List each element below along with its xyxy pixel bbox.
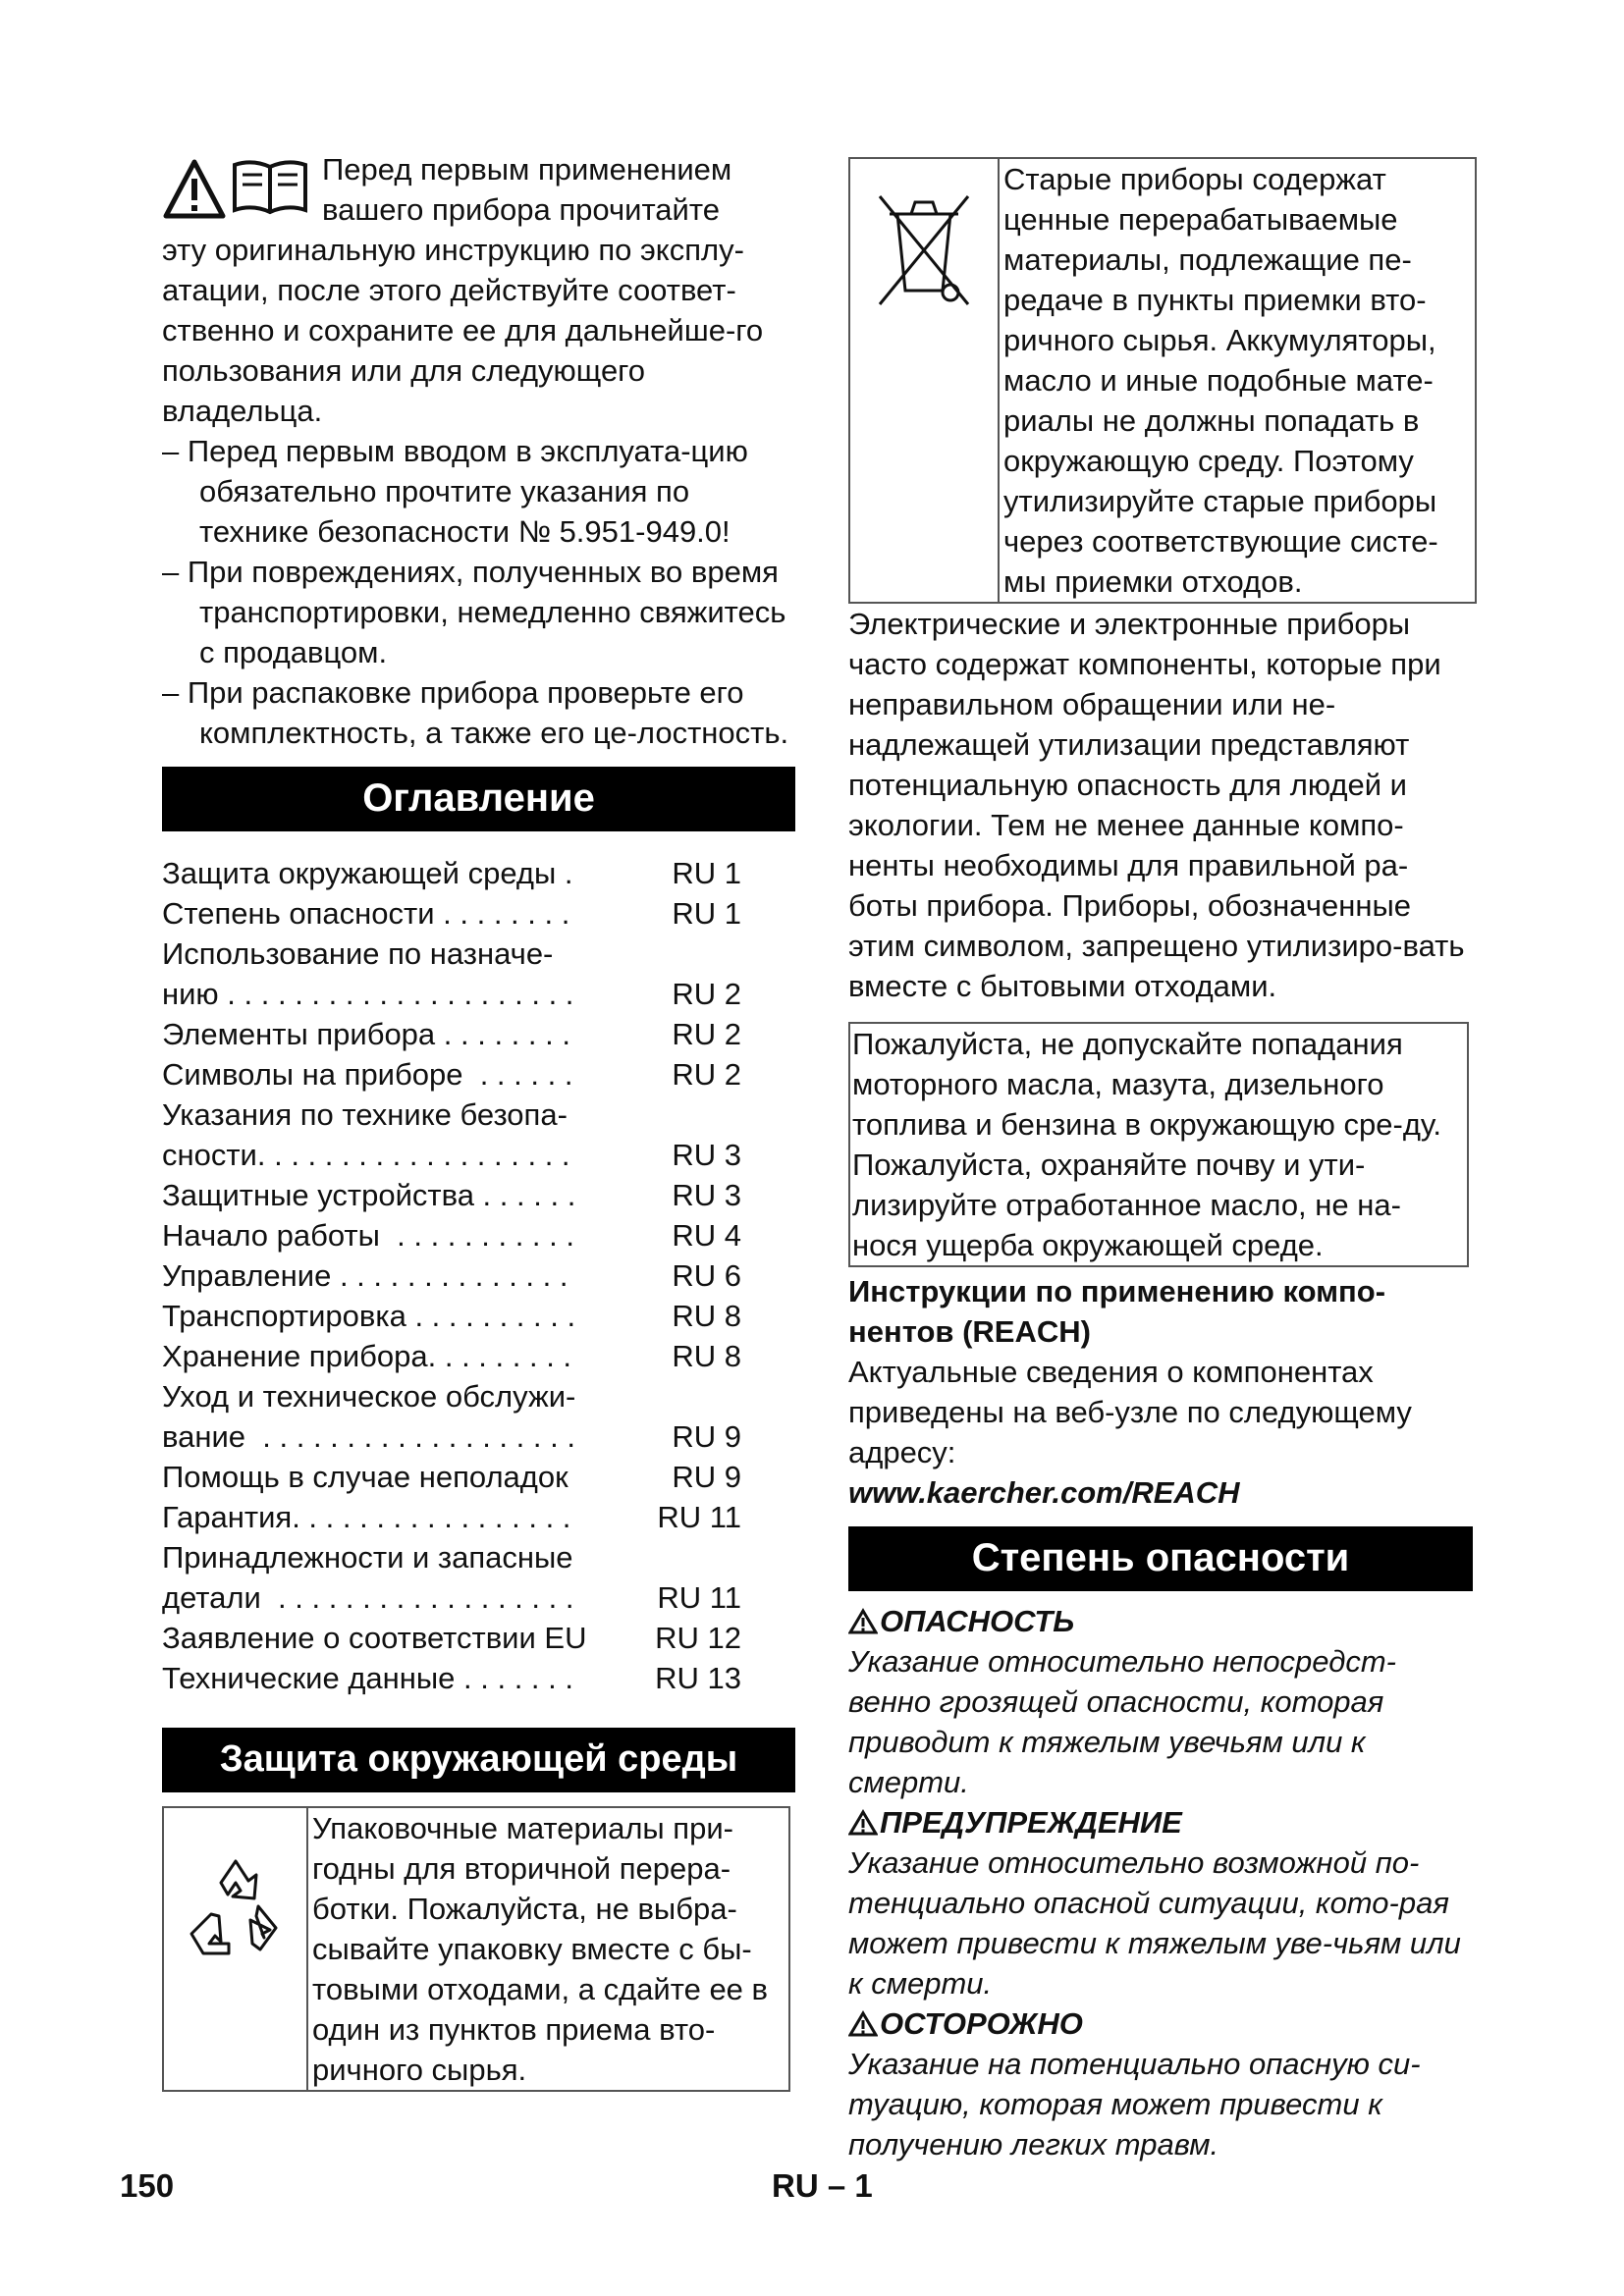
intro-bullet: – При повреждениях, полученных во время транспортировки, немедленно свяжитесь с продавцом. [162,555,786,669]
electrical-text: Электрические и электронные приборы часто содержат компоненты, которые при неправильном обращении или не-надлежащей утилизации представляют потенциальную опасность для людей и экологии. Тем не менее данные компо-ненты необходимы для правильной ра-боты прибора. Приборы, обозначенные этим символом, запрещено утилизиро-вать вместе с бытовыми отходами. [848,607,1465,1003]
toc-entry-page: RU 3 [672,1138,741,1172]
right-column [848,157,1477,2164]
toc-entry[interactable] [162,893,741,934]
section-label: RU – 1 [772,2167,873,2204]
bin-cell [850,159,1000,602]
intro-bullet: – Перед первым вводом в эксплуата-цию обязательно прочтите указания по технике безопасности № 5.951-949.0! [162,434,748,549]
packaging-box [162,1806,790,2092]
toc-entry-title: Транспортировка . . . . . . . . . . [162,1299,576,1333]
toc-entry-page: RU 1 [672,896,741,931]
intro-section [162,149,795,431]
toc-entry[interactable] [162,1416,741,1457]
toc-entry[interactable] [162,1457,741,1497]
hazard-danger-text: Указание относительно непосредст-венно грозящей опасности, которая приводит к тяжелым увечьям или к смерти. [848,1644,1396,1799]
hazard-levels [848,1601,1477,2164]
toc-entry[interactable] [162,1215,741,1255]
toc-entry-title: Технические данные . . . . . . . [162,1661,573,1695]
recycle-icon [182,1853,290,1961]
warning-icon [848,1608,878,1635]
oil-notice-box [848,1022,1469,1267]
hazard-heading: Степень опасности [848,1526,1473,1591]
packaging-text: Упаковочные материалы при-годны для вторичной перера-ботки. Пожалуйста, не выбра-сывайте упаковку вместе с бы-товыми отходами, а сдайте ее в один из пунктов приема вто-ричного сырья. [312,1811,769,2087]
toc-entry-title: Защитные устройства . . . . . . [162,1178,576,1212]
toc-entry-title: Помощь в случае неполадок [162,1460,568,1494]
intro-bullet: – При распаковке прибора проверьте его комплектность, а также его це-лостность. [162,675,789,750]
warning-icon [848,1809,878,1837]
toc-entry[interactable] [162,1497,741,1537]
toc-entry-title: Степень опасности . . . . . . . . [162,896,570,931]
toc-entry[interactable] [162,934,741,974]
toc-entry-title: сности. . . . . . . . . . . . . . . . . . . [162,1138,570,1172]
toc-entry[interactable] [162,1054,741,1095]
hazard-danger-title [848,1601,1477,1641]
hazard-warning-text: Указание относительно возможной по-тенциально опасной ситуации, кото-рая может привести к тяжелым уве-чьям или к смерти. [848,1845,1461,2001]
toc-entry-title: вание . . . . . . . . . . . . . . . . . . . [162,1419,575,1454]
hazard-warning-title [848,1802,1477,1842]
toc-entry-title: Принадлежности и запасные [162,1540,573,1575]
toc-entry-page: RU 6 [672,1258,741,1293]
reach-text: Актуальные сведения о компонентах приведены на веб-узле по следующему адресу: [848,1355,1412,1469]
reach-link[interactable]: www.kaercher.com/REACH [848,1475,1240,1510]
toc-entry-page [731,934,741,974]
toc-entry-page: RU 11 [657,1500,741,1534]
hazard-label: ОСТОРОЖНО [880,2006,1083,2041]
toc-entry[interactable] [162,1135,741,1175]
toc-entry-title: нию . . . . . . . . . . . . . . . . . . . . . [162,977,574,1011]
toc-entry[interactable] [162,1296,741,1336]
toc-entry-page: RU 12 [655,1621,741,1655]
toc-entry-page: RU 2 [672,1057,741,1092]
toc-entry[interactable] [162,853,741,893]
toc-entry-page: RU 1 [672,856,741,890]
toc-entry-page [731,1095,741,1135]
toc-entry-title: Защита окружающей среды . [162,856,573,890]
toc-entry-page: RU 8 [672,1339,741,1373]
left-column [162,149,795,2092]
recycle-cell [164,1808,308,2090]
toc-entry-title: Уход и техническое обслужи- [162,1379,576,1414]
intro-line-2: вашего прибора прочитайте [322,192,720,227]
intro-bullets [162,431,795,753]
toc-entry-page: RU 2 [672,977,741,1011]
toc-entry[interactable] [162,1537,741,1577]
book-icon [231,157,309,216]
toc-entry-title: Элементы прибора . . . . . . . . [162,1017,570,1051]
toc-entry[interactable] [162,1618,741,1658]
toc-entry[interactable] [162,1255,741,1296]
toc-entry[interactable] [162,1577,741,1618]
toc-entry-page: RU 9 [672,1460,741,1494]
old-devices-text: Старые приборы содержат ценные перерабатываемые материалы, подлежащие пе-редаче в пункты приемки вто-ричного сырья. Аккумуляторы, масло и иные подобные мате-риалы не должны попадать в окружающую среду. Поэтому утилизируйте старые приборы через соответствующие систе-мы приемки отходов. [1003,162,1438,599]
toc-entry[interactable] [162,1014,741,1054]
warning-icon [848,2010,878,2038]
toc-entry-title: Символы на приборе . . . . . . [162,1057,573,1092]
toc-entry[interactable] [162,1095,741,1135]
hazard-label: ОПАСНОСТЬ [880,1604,1075,1638]
toc-heading: Оглавление [162,767,795,831]
toc-entry-title: детали . . . . . . . . . . . . . . . . . . [162,1580,574,1615]
toc-entry-page [731,1376,741,1416]
toc-entry-page [731,1537,741,1577]
toc-entry[interactable] [162,1376,741,1416]
toc-entry-page: RU 9 [672,1419,741,1454]
intro-line-1: Перед первым применением [322,152,732,187]
toc-entry-page: RU 4 [672,1218,741,1253]
toc-entry[interactable] [162,1336,741,1376]
toc-entry-page: RU 3 [672,1178,741,1212]
reach-heading: Инструкции по применению компо-нентов (REACH) [848,1274,1386,1349]
oil-notice-text: Пожалуйста, не допускайте попадания моторного масла, мазута, дизельного топлива и бензина в окружающую сре-ду. Пожалуйста, охраняйте почву и ути-лизируйте отработанное масло, не на-нося ущерба окружающей среде. [852,1027,1441,1262]
toc-entry-title: Начало работы . . . . . . . . . . . [162,1218,574,1253]
toc-entry-title: Управление . . . . . . . . . . . . . . [162,1258,568,1293]
hazard-caution-title [848,2003,1477,2044]
toc-entry[interactable] [162,1658,741,1698]
toc-entry-title: Гарантия. . . . . . . . . . . . . . . . . [162,1500,571,1534]
crossed-bin-icon [870,185,978,312]
toc-entry-page: RU 8 [672,1299,741,1333]
intro-paragraph: эту оригинальную инструкцию по эксплу-атации, после этого действуйте соответ-ственно и сохраните ее для дальнейше-го пользования или для следующего владельца. [162,233,764,428]
toc-entry[interactable] [162,974,741,1014]
environment-heading: Защита окружающей среды [162,1728,795,1792]
toc-entry-page: RU 11 [657,1580,741,1615]
hazard-caution-text: Указание на потенциально опасную си-туацию, которая может привести к получению легких травм. [848,2047,1421,2162]
toc-entry-title: Заявление о соответствии EU [162,1621,587,1655]
toc-entry-title: Хранение прибора. . . . . . . . . [162,1339,572,1373]
toc-entry-page: RU 2 [672,1017,741,1051]
page-number: 150 [120,2167,175,2204]
old-devices-box [848,157,1477,604]
toc-entry-title: Указания по технике безопа- [162,1097,568,1132]
table-of-contents [162,853,741,1698]
toc-entry[interactable] [162,1175,741,1215]
toc-entry-title: Использование по назначе- [162,936,554,971]
hazard-label: ПРЕДУПРЕЖДЕНИЕ [880,1805,1182,1840]
toc-entry-page: RU 13 [655,1661,741,1695]
